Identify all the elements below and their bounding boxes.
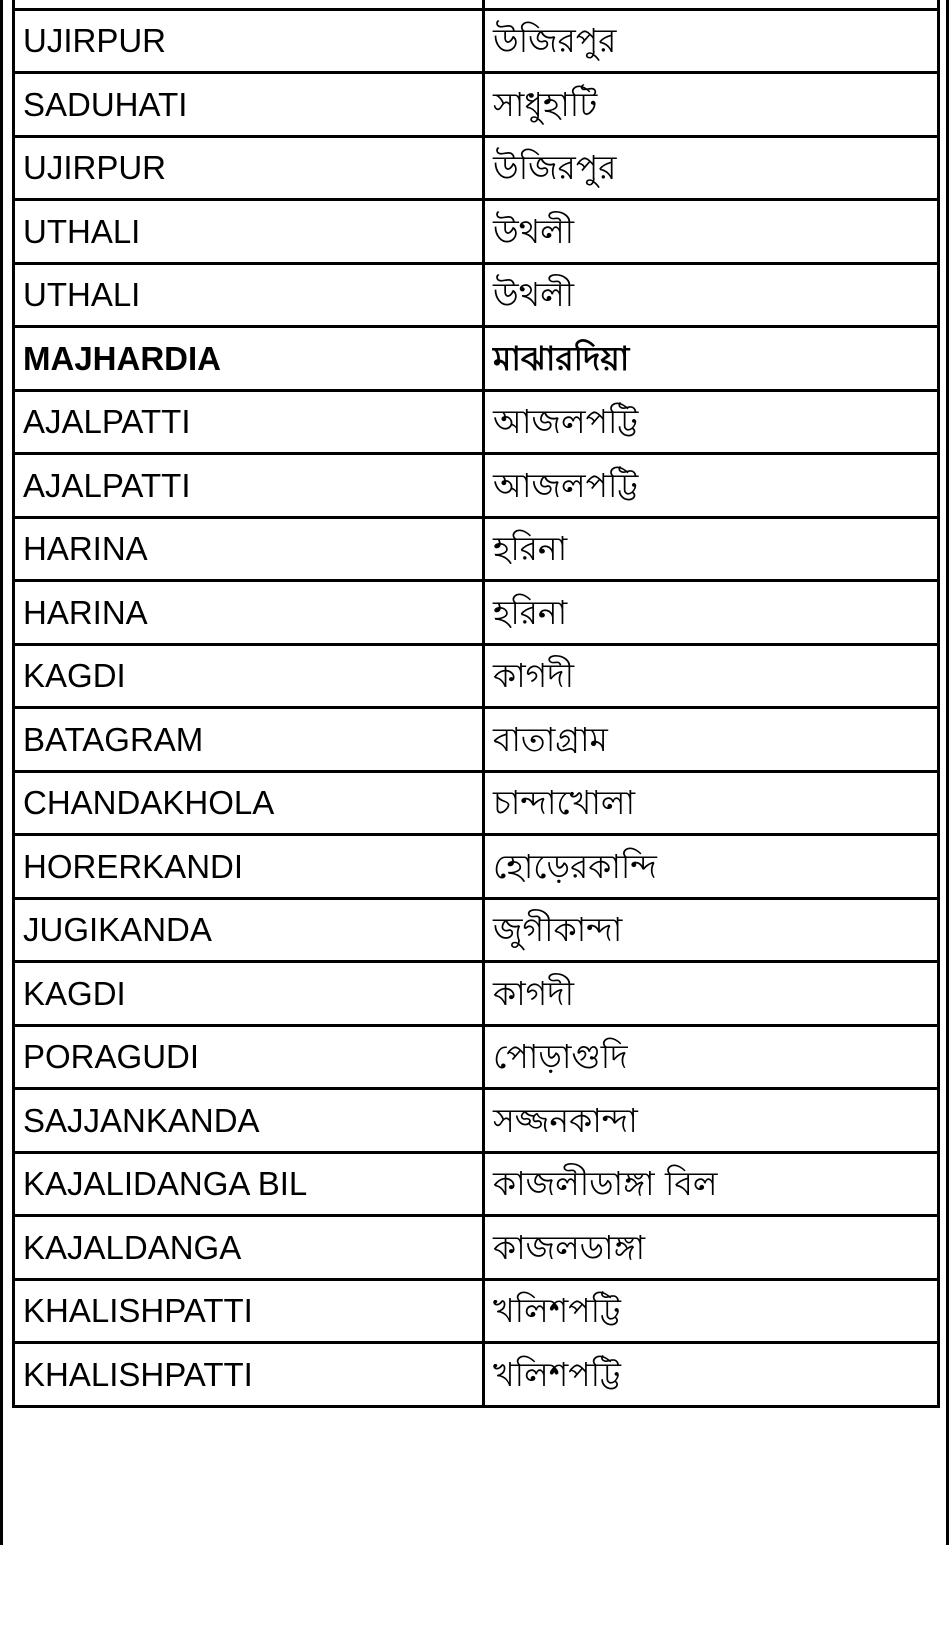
place-name-bengali: চান্দাখোলা — [484, 771, 939, 835]
table-row — [14, 9, 939, 73]
place-name-bengali: হরিনা — [484, 581, 939, 645]
place-name-bengali: উথলী — [484, 263, 939, 327]
place-name-english: AJALPATTI — [14, 454, 484, 518]
table-row — [14, 1279, 939, 1343]
place-name-english: UJIRPUR — [14, 136, 484, 200]
place-name-english: KAJALDANGA — [14, 1216, 484, 1280]
table-row — [14, 327, 939, 391]
place-name-bengali: কাগদী — [484, 962, 939, 1026]
place-name-bengali: হোড়েরকান্দি — [484, 835, 939, 899]
table-row — [14, 708, 939, 772]
place-name-bengali: বাতাগ্রাম — [484, 708, 939, 772]
table-row — [14, 73, 939, 137]
table-row — [14, 898, 939, 962]
place-name-bengali: মাঝারদিয়া — [484, 327, 939, 391]
place-name-english: SADUHATI — [14, 73, 484, 137]
place-name-bengali: খলিশপট্টি — [484, 1343, 939, 1407]
place-name-bengali: সজ্জনকান্দা — [484, 1089, 939, 1153]
table-row — [14, 200, 939, 264]
place-name-english: HARINA — [14, 517, 484, 581]
place-name-table — [12, 0, 940, 1408]
table-row — [14, 962, 939, 1026]
place-name-english: AJALPATTI — [14, 390, 484, 454]
place-name-english: KAGDI — [14, 644, 484, 708]
table-row — [14, 390, 939, 454]
place-name-english: SAJJANKANDA — [14, 1089, 484, 1153]
table-row — [14, 581, 939, 645]
place-name-english: MAJHARDIA — [14, 327, 484, 391]
table-row — [14, 263, 939, 327]
place-name-english: KAJALIDANGA BIL — [14, 1152, 484, 1216]
header-cell-bengali — [484, 0, 939, 9]
table-header-row — [14, 0, 939, 9]
place-name-bengali: কাজলীডাঙ্গা বিল — [484, 1152, 939, 1216]
table-row — [14, 771, 939, 835]
place-name-english: UTHALI — [14, 263, 484, 327]
place-name-english: KHALISHPATTI — [14, 1343, 484, 1407]
place-name-english: JUGIKANDA — [14, 898, 484, 962]
place-name-bengali: কাজলডাঙ্গা — [484, 1216, 939, 1280]
place-name-english: KHALISHPATTI — [14, 1279, 484, 1343]
place-name-english: UTHALI — [14, 200, 484, 264]
table-row — [14, 136, 939, 200]
header-cell-english — [14, 0, 484, 9]
place-name-bengali: সাধুহাটি — [484, 73, 939, 137]
table-row — [14, 1216, 939, 1280]
table-row — [14, 454, 939, 518]
place-name-english: CHANDAKHOLA — [14, 771, 484, 835]
table-row — [14, 1089, 939, 1153]
table-row — [14, 517, 939, 581]
table-body — [14, 0, 939, 1406]
place-name-english: HORERKANDI — [14, 835, 484, 899]
table-row — [14, 1025, 939, 1089]
place-name-bengali: খলিশপট্টি — [484, 1279, 939, 1343]
place-name-bengali: কাগদী — [484, 644, 939, 708]
place-name-bengali: উথলী — [484, 200, 939, 264]
place-name-bengali: উজিরপুর — [484, 9, 939, 73]
table-row — [14, 644, 939, 708]
place-name-english: UJIRPUR — [14, 9, 484, 73]
table-row — [14, 835, 939, 899]
table-row — [14, 1343, 939, 1407]
place-name-bengali: হরিনা — [484, 517, 939, 581]
place-name-english: PORAGUDI — [14, 1025, 484, 1089]
place-name-bengali: উজিরপুর — [484, 136, 939, 200]
place-name-english: BATAGRAM — [14, 708, 484, 772]
table-row — [14, 1152, 939, 1216]
place-name-bengali: আজলপট্টি — [484, 390, 939, 454]
place-name-bengali: আজলপট্টি — [484, 454, 939, 518]
place-name-bengali: পোড়াগুদি — [484, 1025, 939, 1089]
place-name-english: KAGDI — [14, 962, 484, 1026]
place-name-bengali: জুগীকান্দা — [484, 898, 939, 962]
place-name-english: HARINA — [14, 581, 484, 645]
